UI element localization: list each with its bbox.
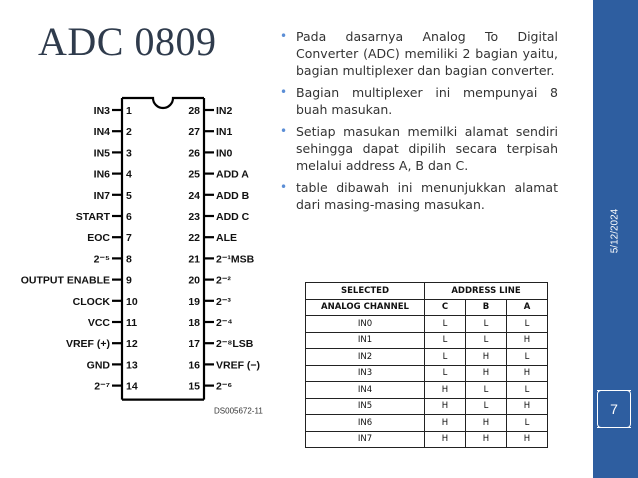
pin-number-label: 27 xyxy=(188,126,200,139)
pin-name-label: IN3 xyxy=(93,105,110,117)
pin-number-label: 12 xyxy=(126,338,138,351)
bullet-item xyxy=(280,179,558,213)
table-cell: H xyxy=(466,415,507,432)
pin-name-label: 2⁻⁸LSB xyxy=(216,338,254,351)
pin-name-label: IN0 xyxy=(216,147,233,160)
pin-number-label: 28 xyxy=(188,105,200,117)
table-cell: H xyxy=(507,332,548,349)
bullet-item xyxy=(280,28,558,79)
pin-name-label: IN4 xyxy=(93,126,110,139)
table-cell: H xyxy=(507,398,548,415)
table-cell: IN4 xyxy=(306,382,425,399)
pin-number-label: 15 xyxy=(188,380,200,393)
pin-name-label: ADD B xyxy=(216,189,250,202)
table-row xyxy=(306,431,548,448)
pin-name-label: IN7 xyxy=(93,189,110,202)
pin-number-label: 25 xyxy=(188,168,200,181)
pin-name-label: 2⁻⁴ xyxy=(216,317,233,329)
table-cell: L xyxy=(425,316,466,333)
pin-name-label: ADD C xyxy=(216,211,250,223)
pin-number-label: 17 xyxy=(188,338,200,351)
table-header-cell: ADDRESS LINE xyxy=(425,283,548,300)
table-row xyxy=(306,349,548,366)
table-cell: L xyxy=(466,316,507,333)
table-cell: H xyxy=(425,415,466,432)
slide-title: ADC 0809 xyxy=(38,19,217,64)
pin-name-label: GND xyxy=(86,359,110,372)
table-cell: H xyxy=(425,382,466,399)
pin-name-label: ALE xyxy=(216,232,237,245)
pin-name-label: START xyxy=(75,211,110,223)
pin-number-label: 10 xyxy=(126,295,138,308)
bullet-list xyxy=(280,28,558,218)
pin-name-label: ADD A xyxy=(216,168,249,181)
pin-number-label: 5 xyxy=(126,189,132,202)
pin-number-label: 9 xyxy=(126,274,132,287)
pin-name-label: VCC xyxy=(87,317,110,329)
pin-number-label: 21 xyxy=(188,253,200,266)
bullet-text: table dibawah ini menunjukkan alamat dari masing-masing masukan. xyxy=(296,180,558,212)
table-header-row xyxy=(306,299,548,316)
pin-number-label: 6 xyxy=(126,211,132,223)
bullet-dot-icon: • xyxy=(280,124,288,138)
pin-number-label: 11 xyxy=(126,317,138,329)
pin-number-label: 18 xyxy=(188,317,200,329)
pin-name-label: 2⁻² xyxy=(216,274,231,287)
bullet-dot-icon: • xyxy=(280,85,288,99)
pin-number-label: 26 xyxy=(188,147,200,160)
table-cell: L xyxy=(425,332,466,349)
bullet-text: Setiap masukan memilki alamat sendiri sehingga dapat dipilih secara terpisah melalui address A, B dan C. xyxy=(296,124,558,173)
pin-name-label: IN1 xyxy=(216,126,233,139)
table-cell: L xyxy=(466,332,507,349)
table-header-cell: ANALOG CHANNEL xyxy=(306,299,425,316)
bullet-item xyxy=(280,84,558,118)
pin-number-label: 8 xyxy=(126,253,132,266)
table-cell: L xyxy=(466,398,507,415)
pin-number-label: 16 xyxy=(188,359,200,372)
table-cell: H xyxy=(466,431,507,448)
table-header-cell: C xyxy=(425,299,466,316)
table-cell: IN6 xyxy=(306,415,425,432)
table-cell: H xyxy=(425,431,466,448)
pin-name-label: EOC xyxy=(87,232,110,245)
pin-number-label: 7 xyxy=(126,232,132,245)
pin-name-label: 2⁻¹MSB xyxy=(216,253,255,266)
adc-pinout-diagram xyxy=(18,84,275,420)
page-number: 7 xyxy=(610,401,618,417)
pinout-svg xyxy=(18,84,275,420)
table-cell: H xyxy=(507,431,548,448)
pin-number-label: 24 xyxy=(188,189,200,202)
table-cell: IN2 xyxy=(306,349,425,366)
table-cell: IN3 xyxy=(306,365,425,382)
table-row xyxy=(306,365,548,382)
table-cell: H xyxy=(425,398,466,415)
table-cell: IN0 xyxy=(306,316,425,333)
pin-number-label: 13 xyxy=(126,359,138,372)
pin-number-label: 14 xyxy=(126,380,138,393)
table-cell: L xyxy=(425,349,466,366)
bullet-item xyxy=(280,123,558,174)
pin-name-label: IN5 xyxy=(93,147,110,160)
bullet-text: Pada dasarnya Analog To Digital Converter (ADC) memiliki 2 bagian yaitu, bagian multiplexer dan bagian converter. xyxy=(296,29,558,78)
diagram-code-label: DS005672-11 xyxy=(214,406,263,416)
table-cell: L xyxy=(507,349,548,366)
table-cell: L xyxy=(507,316,548,333)
table-cell: L xyxy=(507,415,548,432)
table-cell: H xyxy=(466,365,507,382)
table-header-cell: B xyxy=(466,299,507,316)
table-row xyxy=(306,316,548,333)
table-cell: IN5 xyxy=(306,398,425,415)
table-cell: H xyxy=(507,365,548,382)
pin-name-label: CLOCK xyxy=(72,295,110,308)
table-cell: L xyxy=(507,382,548,399)
pin-name-label: VREF (+) xyxy=(65,338,110,351)
table-row xyxy=(306,332,548,349)
pin-name-label: 2⁻⁶ xyxy=(216,380,233,393)
pin-name-label: IN6 xyxy=(93,168,110,181)
table-header-cell: A xyxy=(507,299,548,316)
bullet-dot-icon: • xyxy=(280,180,288,194)
pin-name-label: 2⁻⁵ xyxy=(93,253,110,266)
bullet-text: Bagian multiplexer ini mempunyai 8 buah masukan. xyxy=(296,85,558,117)
slide-date xyxy=(604,196,626,266)
bullet-dot-icon: • xyxy=(280,29,288,43)
pin-number-label: 2 xyxy=(126,126,132,139)
pin-number-label: 3 xyxy=(126,147,132,160)
pin-number-label: 4 xyxy=(126,168,132,181)
pin-name-label: IN2 xyxy=(216,105,233,117)
table-row xyxy=(306,415,548,432)
pin-name-label: OUTPUT ENABLE xyxy=(20,274,110,287)
date-text: 5/12/2024 xyxy=(609,208,621,254)
table-header-row xyxy=(306,283,548,300)
table-cell: IN1 xyxy=(306,332,425,349)
pin-name-label: 2⁻⁷ xyxy=(94,380,110,393)
table-header-cell: SELECTED xyxy=(306,283,425,300)
table-cell: IN7 xyxy=(306,431,425,448)
table-cell: H xyxy=(466,349,507,366)
table-row xyxy=(306,398,548,415)
table-row xyxy=(306,382,548,399)
table-cell: L xyxy=(425,365,466,382)
address-table xyxy=(305,282,548,448)
pin-name-label: 2⁻³ xyxy=(216,295,231,308)
page-number-box xyxy=(597,390,631,428)
pin-number-label: 22 xyxy=(188,232,200,245)
pin-number-label: 19 xyxy=(188,295,200,308)
table-cell: L xyxy=(466,382,507,399)
pin-name-label: VREF (−) xyxy=(216,359,261,372)
pin-number-label: 23 xyxy=(188,211,200,223)
pin-number-label: 20 xyxy=(188,274,200,287)
pin-number-label: 1 xyxy=(126,105,132,117)
